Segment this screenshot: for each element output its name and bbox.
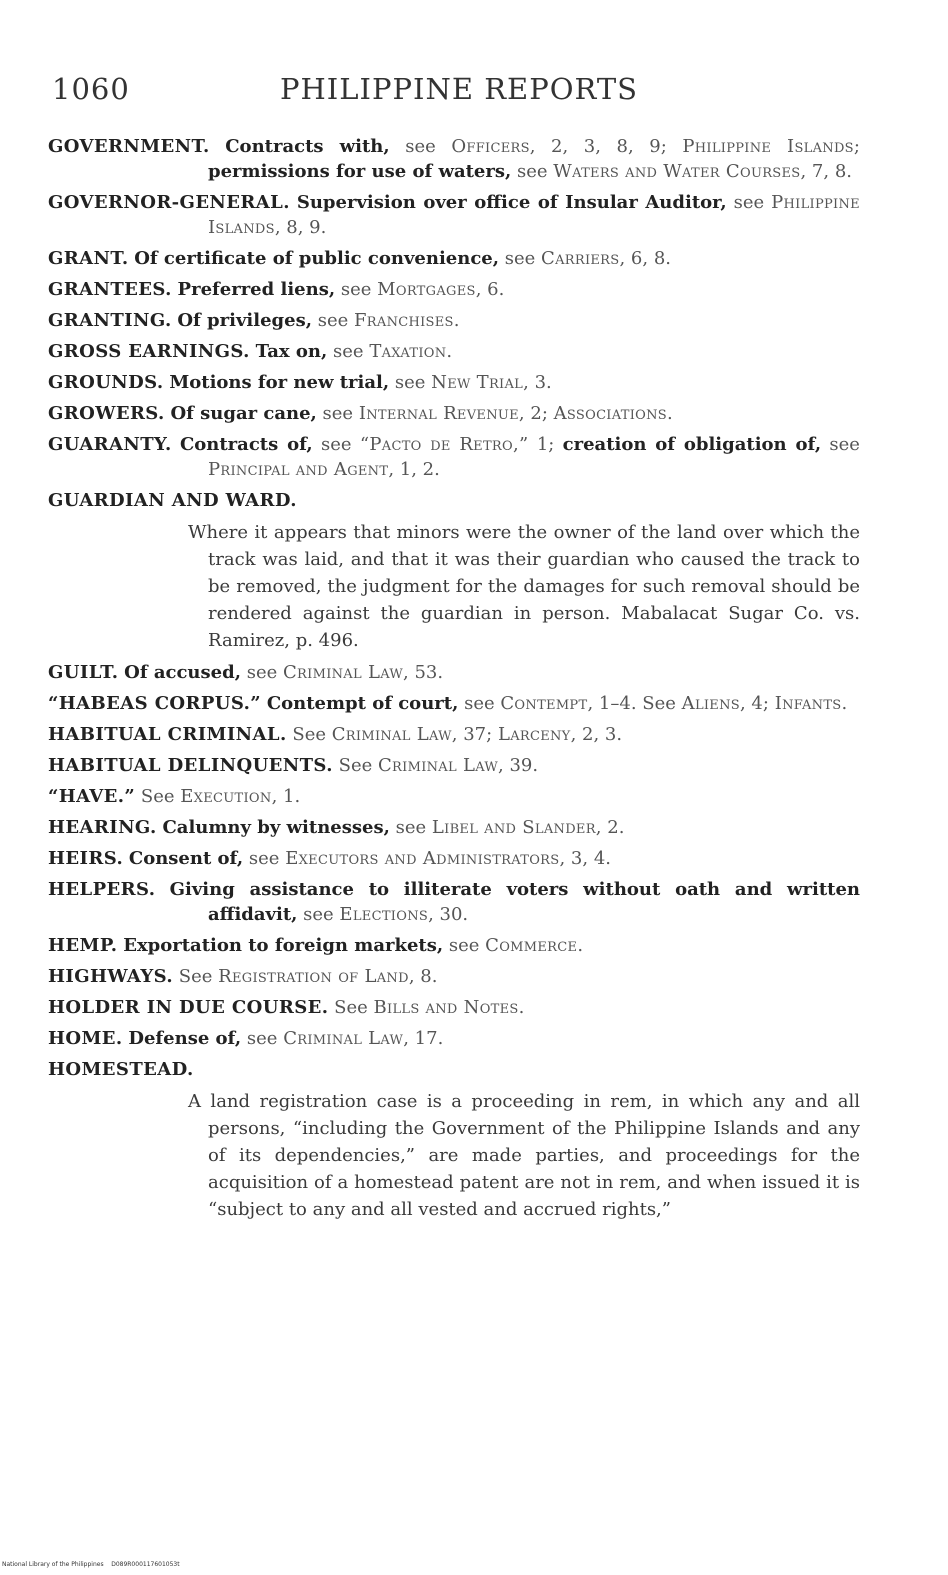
entry-subject: Contempt of court, bbox=[266, 693, 459, 714]
entry-heading: HOME. bbox=[48, 1028, 123, 1049]
cross-reference: Criminal Law bbox=[282, 662, 404, 683]
page-number: 1060 bbox=[52, 72, 130, 106]
entry-heading: GUILT. bbox=[48, 662, 119, 683]
index-entry bbox=[48, 488, 860, 513]
cross-reference: Carriers bbox=[541, 248, 620, 269]
entry-text: . bbox=[577, 935, 584, 956]
cross-reference: Libel and Slander bbox=[431, 817, 596, 838]
entry-text: creation of obligation of, bbox=[562, 434, 822, 455]
entry-heading: HOMESTEAD. bbox=[48, 1059, 194, 1080]
index-entry bbox=[48, 190, 860, 240]
entry-text: see bbox=[517, 161, 548, 182]
cross-reference: New Trial bbox=[431, 372, 524, 393]
cross-reference: Infants bbox=[774, 693, 842, 714]
entry-text: , 1. bbox=[271, 786, 301, 807]
entry-text: . bbox=[841, 693, 848, 714]
index-entry bbox=[48, 1026, 860, 1051]
entry-paragraph: A land registration case is a proceeding in rem, in which any and all persons, “including the Government of the Philippine Islands and any of its dependencies,” are made parties, and proceedings for the acquisition of a homestead patent are not in rem, and when issued it is “subject to any and all vested and accrued rights,” bbox=[188, 1091, 860, 1220]
entry-text: . bbox=[446, 341, 453, 362]
cross-reference: Philippine Islands bbox=[682, 136, 854, 157]
entry-heading: HOLDER IN DUE COURSE. bbox=[48, 997, 329, 1018]
entry-text: , 8, 9. bbox=[274, 217, 327, 238]
entry-subject: Supervision over office of Insular Auditor, bbox=[296, 192, 727, 213]
entry-text: . bbox=[453, 310, 460, 331]
entry-text: See bbox=[178, 966, 213, 987]
entry-subject: Consent of, bbox=[128, 848, 244, 869]
entry-heading: GRANTING. bbox=[48, 310, 172, 331]
entry-subject: Defense of, bbox=[128, 1028, 242, 1049]
entry-heading: GUARANTY. bbox=[48, 434, 172, 455]
entry-text: , 2, 3, 8, 9; bbox=[529, 136, 667, 157]
entry-text: , 30. bbox=[428, 904, 469, 925]
entry-heading: GROSS EARNINGS. bbox=[48, 341, 250, 362]
entry-text: , 53. bbox=[403, 662, 444, 683]
entry-text: see bbox=[248, 848, 280, 869]
cross-reference: Waters and Water Courses bbox=[553, 161, 801, 182]
entry-text: , 8. bbox=[408, 966, 438, 987]
entry-text: see bbox=[317, 310, 349, 331]
entry-text: see bbox=[246, 662, 278, 683]
entry-heading: HEIRS. bbox=[48, 848, 124, 869]
cross-reference: Officers bbox=[451, 136, 530, 157]
entry-text: , 2. bbox=[595, 817, 625, 838]
entry-subject: Preferred liens, bbox=[177, 279, 336, 300]
entry-subject: Motions for new trial, bbox=[169, 372, 390, 393]
entry-text: see bbox=[246, 1028, 278, 1049]
index-entry bbox=[48, 134, 860, 184]
entry-subject: Exportation to foreign markets, bbox=[123, 935, 444, 956]
entry-subject: Of certificate of public convenience, bbox=[134, 248, 499, 269]
index-entry bbox=[48, 933, 860, 958]
entry-paragraph: Where it appears that minors were the owner of the land over which the track was laid, and that it was their guardian who caused the track to be removed, the judgment for the damages for such removal should be rendered against the guardian in person. Mabalacat Sugar Co. vs. Ramirez, p. 496. bbox=[188, 522, 860, 651]
index-entry bbox=[48, 877, 860, 927]
cross-reference: Executors and Administrators bbox=[285, 848, 560, 869]
cross-reference: “Pacto de Retro,” bbox=[359, 434, 529, 455]
index-entry bbox=[48, 246, 860, 271]
entry-text: , 37; bbox=[451, 724, 493, 745]
entry-heading: HEARING. bbox=[48, 817, 157, 838]
cross-reference: Contempt bbox=[500, 693, 588, 714]
entry-subject: Of accused, bbox=[124, 662, 241, 683]
index-entry bbox=[48, 1057, 860, 1082]
entry-text: See bbox=[334, 997, 368, 1018]
entry-subject: Contracts with, bbox=[225, 136, 390, 157]
cross-reference: Criminal Law bbox=[331, 724, 452, 745]
cross-reference: Principal and Agent bbox=[208, 459, 389, 480]
entry-text: See bbox=[140, 786, 175, 807]
cross-reference: Commerce bbox=[485, 935, 578, 956]
entry-subject: Giving assistance to illiterate voters without oath and written affidavit, bbox=[169, 879, 860, 925]
entry-text: see bbox=[448, 935, 480, 956]
cross-reference: Taxation bbox=[369, 341, 447, 362]
entry-heading: HABITUAL CRIMINAL. bbox=[48, 724, 287, 745]
index-entry bbox=[48, 846, 860, 871]
entry-subject: Tax on, bbox=[255, 341, 328, 362]
entry-text: , 7, 8. bbox=[800, 161, 852, 182]
entry-subject: Contracts of, bbox=[179, 434, 313, 455]
entry-text: see bbox=[464, 693, 495, 714]
entry-text: ; bbox=[853, 136, 860, 157]
entry-text: , 6. bbox=[475, 279, 505, 300]
index-entry bbox=[48, 995, 860, 1020]
entry-text: , 4; bbox=[739, 693, 769, 714]
entry-text: . bbox=[518, 997, 525, 1018]
cross-reference: Criminal Law bbox=[377, 755, 499, 776]
entry-text: See bbox=[338, 755, 373, 776]
entry-text: , 3. bbox=[523, 372, 552, 393]
entry-text: , 17. bbox=[403, 1028, 444, 1049]
cross-reference: Aliens bbox=[681, 693, 740, 714]
index-entry bbox=[48, 964, 860, 989]
index-entry bbox=[48, 753, 860, 778]
index-entry bbox=[48, 370, 860, 395]
entry-text: , 1, 2. bbox=[388, 459, 440, 480]
entry-text: see bbox=[829, 434, 860, 455]
entry-text: see bbox=[333, 341, 364, 362]
index-entry bbox=[48, 722, 860, 747]
cross-reference: Registration of Land bbox=[218, 966, 409, 987]
entry-text: see bbox=[321, 434, 352, 455]
entry-text: , 2, 3. bbox=[570, 724, 623, 745]
entry-text: , 2; bbox=[518, 403, 548, 424]
cross-reference: Larceny bbox=[497, 724, 571, 745]
entry-text: permissions for use of waters, bbox=[208, 161, 512, 182]
cross-reference: Bills and Notes bbox=[373, 997, 519, 1018]
index-entry bbox=[48, 815, 860, 840]
entry-text: see bbox=[394, 372, 426, 393]
entry-text: see bbox=[322, 403, 354, 424]
scan-footer: National Library of the Philippines D089R000117601053t bbox=[2, 1561, 180, 1568]
entry-heading: GRANTEES. bbox=[48, 279, 172, 300]
entry-heading: GROWERS. bbox=[48, 403, 165, 424]
cross-reference: Mortgages bbox=[377, 279, 476, 300]
entry-subject: Of privileges, bbox=[177, 310, 312, 331]
cross-reference: Franchises bbox=[354, 310, 454, 331]
entry-heading: HIGHWAYS. bbox=[48, 966, 174, 987]
entry-text: , 3, 4. bbox=[559, 848, 611, 869]
index-entry bbox=[48, 277, 860, 302]
entry-text: see bbox=[340, 279, 372, 300]
cross-reference: Associations bbox=[553, 403, 667, 424]
cross-reference: Philippine Islands bbox=[208, 192, 860, 238]
cross-reference: Criminal Law bbox=[283, 1028, 404, 1049]
entry-heading: HELPERS. bbox=[48, 879, 156, 900]
entry-subject: Of sugar cane, bbox=[170, 403, 317, 424]
index-entry bbox=[48, 660, 860, 685]
cross-reference: Elections bbox=[339, 904, 429, 925]
entry-text: , 6, 8. bbox=[619, 248, 671, 269]
cross-reference: Internal Revenue bbox=[358, 403, 519, 424]
entry-heading: GOVERNMENT. bbox=[48, 136, 210, 157]
entry-subject: Calumny by witnesses, bbox=[162, 817, 390, 838]
index-entry bbox=[48, 691, 860, 716]
index-entry bbox=[48, 432, 860, 482]
entry-text: see bbox=[395, 817, 427, 838]
entry-heading: GROUNDS. bbox=[48, 372, 164, 393]
entry-text: see bbox=[504, 248, 536, 269]
index-entry bbox=[48, 339, 860, 364]
entry-heading: HABITUAL DELINQUENTS. bbox=[48, 755, 333, 776]
entry-heading: “HABEAS CORPUS.” bbox=[48, 693, 262, 714]
entry-text: 1; bbox=[536, 434, 555, 455]
index-entry bbox=[48, 784, 860, 809]
running-title: PHILIPPINE REPORTS bbox=[280, 72, 639, 106]
entry-text: see bbox=[405, 136, 436, 157]
entry-text: , 1–4. See bbox=[587, 693, 676, 714]
entry-text: see bbox=[303, 904, 334, 925]
index-entries bbox=[48, 134, 860, 1229]
entry-text: . bbox=[666, 403, 673, 424]
entry-text: , 39. bbox=[498, 755, 539, 776]
entry-heading: GUARDIAN AND WARD. bbox=[48, 490, 297, 511]
index-entry bbox=[48, 308, 860, 333]
cross-reference: Execution bbox=[180, 786, 272, 807]
entry-heading: HEMP. bbox=[48, 935, 118, 956]
entry-heading: “HAVE.” bbox=[48, 786, 136, 807]
index-entry bbox=[48, 401, 860, 426]
entry-text: see bbox=[733, 192, 765, 213]
entry-heading: GOVERNOR-GENERAL. bbox=[48, 192, 290, 213]
entry-heading: GRANT. bbox=[48, 248, 129, 269]
entry-text: See bbox=[292, 724, 326, 745]
